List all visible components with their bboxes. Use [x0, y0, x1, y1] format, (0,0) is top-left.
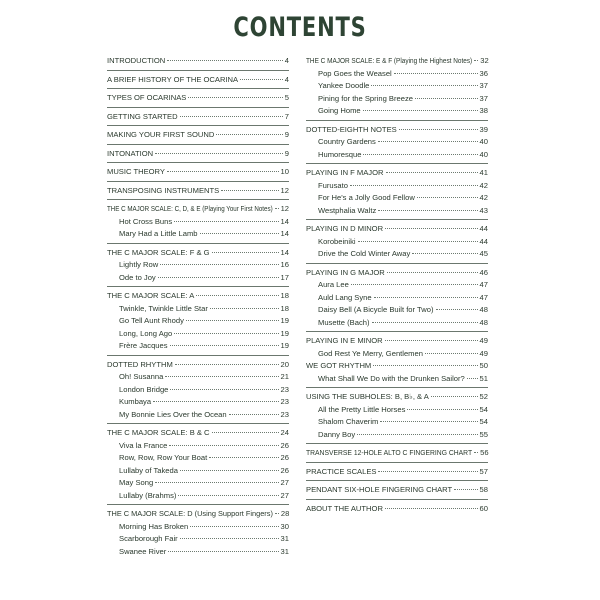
dot-leader [170, 389, 278, 390]
toc-section-entry[interactable] [107, 185, 289, 198]
toc-song-entry[interactable] [107, 340, 289, 353]
dot-leader [385, 228, 477, 229]
entry-title: God Rest Ye Merry, Gentlemen [318, 348, 423, 358]
toc-section-entry[interactable] [306, 466, 488, 479]
toc-song-entry[interactable] [306, 404, 488, 417]
entry-title: TYPES OF OCARINAS [107, 93, 187, 102]
entry-title: Westphalia Waltz [318, 205, 377, 215]
toc-song-entry[interactable] [306, 292, 488, 305]
entry-title: Twinkle, Twinkle Little Star [119, 303, 208, 313]
page-number: 56 [480, 448, 489, 457]
toc-song-entry[interactable] [107, 490, 289, 503]
entry-title: Yankee Doodle [318, 81, 370, 90]
section-divider [107, 243, 289, 244]
toc-song-entry[interactable] [306, 236, 488, 249]
section-divider [107, 70, 289, 71]
dot-leader [175, 364, 279, 365]
page-number: 23 [280, 397, 289, 406]
entry-title: INTONATION [107, 148, 154, 158]
section-divider [107, 88, 289, 89]
dot-leader [380, 421, 477, 422]
section-divider [306, 331, 488, 332]
page-number: 5 [284, 93, 289, 102]
toc-song-entry[interactable] [107, 303, 289, 316]
toc-section-entry[interactable] [306, 447, 488, 460]
dot-leader [212, 432, 279, 433]
entry-title: Auld Lang Syne [318, 292, 372, 302]
page-number: 30 [280, 521, 289, 531]
entry-title: DOTTED RHYTHM [107, 359, 173, 369]
page-number: 20 [280, 359, 289, 369]
entry-title: Swanee River [119, 546, 167, 556]
entry-title: ABOUT THE AUTHOR [306, 503, 383, 513]
toc-song-entry[interactable] [306, 304, 488, 317]
toc-song-entry[interactable] [107, 259, 289, 272]
dot-leader [221, 190, 278, 191]
page-number: 51 [479, 373, 488, 383]
entry-title: TRANSVERSE 12-HOLE ALTO C FINGERING CHART [306, 448, 473, 457]
dot-leader [357, 434, 477, 435]
dot-leader [178, 495, 278, 496]
section-divider [107, 423, 289, 424]
page-title: CONTENTS [233, 12, 367, 43]
entry-title: A BRIEF HISTORY OF THE OCARINA [107, 74, 239, 84]
toc-song-entry[interactable] [306, 429, 488, 442]
page-number: 41 [479, 168, 488, 177]
toc-section-entry[interactable] [306, 484, 488, 497]
page-number: 52 [479, 392, 488, 401]
page-number: 49 [479, 348, 488, 358]
entry-title: WE GOT RHYTHM [306, 361, 372, 370]
dot-leader [155, 482, 278, 483]
entry-title: Lullaby (Brahms) [119, 490, 177, 500]
entry-title: THE C MAJOR SCALE: F & G [107, 247, 210, 257]
entry-title: My Bonnie Lies Over the Ocean [119, 409, 227, 419]
section-divider [107, 107, 289, 108]
entry-title: THE C MAJOR SCALE: A [107, 291, 195, 300]
dot-leader [378, 210, 477, 211]
toc-song-entry[interactable] [107, 396, 289, 409]
dot-leader [216, 134, 282, 135]
section-divider [306, 120, 488, 121]
entry-title: Shalom Chaverim [318, 417, 379, 426]
entry-title: Furusato [318, 180, 348, 190]
dot-leader [358, 241, 478, 242]
page-number: 43 [479, 205, 488, 215]
entry-title: Long, Long Ago [119, 328, 173, 338]
dot-leader [180, 116, 283, 117]
entry-title: Go Tell Aunt Rhody [119, 316, 184, 325]
section-divider [306, 462, 488, 463]
entry-title: PLAYING IN G MAJOR [306, 267, 385, 277]
section-divider [107, 355, 289, 356]
dot-leader [371, 85, 477, 86]
entry-title: Frère Jacques [119, 341, 168, 350]
toc-song-entry[interactable] [306, 68, 488, 81]
dot-leader [425, 353, 478, 354]
page-number: 18 [280, 303, 289, 313]
dot-leader [417, 197, 478, 198]
entry-title: Pop Goes the Weasel [318, 68, 392, 78]
page-number: 26 [280, 453, 289, 462]
dot-leader [158, 277, 279, 278]
page-number: 26 [280, 465, 289, 475]
page-number: 42 [479, 193, 488, 202]
page-number: 60 [479, 503, 488, 513]
toc-song-entry[interactable] [107, 546, 289, 559]
dot-leader [385, 508, 478, 509]
page-number: 48 [479, 317, 488, 327]
page-number: 12 [280, 185, 289, 195]
dot-leader [386, 172, 478, 173]
toc-section-entry[interactable] [306, 223, 488, 236]
dot-leader [229, 414, 279, 415]
page-number: 31 [280, 546, 289, 556]
page-number: 45 [479, 249, 488, 258]
dot-leader [210, 308, 279, 309]
toc-song-entry[interactable] [306, 205, 488, 218]
dot-leader [363, 110, 478, 111]
toc-song-entry[interactable] [107, 521, 289, 534]
page-number: 58 [479, 485, 488, 494]
page-number: 48 [479, 305, 488, 314]
page-number: 47 [479, 280, 488, 289]
page-number: 4 [284, 74, 289, 84]
toc-song-entry[interactable] [306, 80, 488, 93]
toc-song-entry[interactable] [306, 93, 488, 106]
entry-title: THE C MAJOR SCALE: E & F (Playing the Highest Notes) [306, 56, 473, 65]
page-number: 40 [479, 149, 488, 159]
page-number: 14 [280, 229, 289, 238]
page-number: 54 [479, 404, 488, 414]
toc-section-entry[interactable] [107, 166, 289, 179]
section-divider [306, 263, 488, 264]
toc-section-entry[interactable] [107, 111, 289, 124]
toc-song-entry[interactable] [306, 192, 488, 205]
entry-title: THE C MAJOR SCALE: C, D, & E (Playing Your First Notes) [107, 204, 273, 213]
entry-title: PLAYING IN F MAJOR [306, 168, 384, 177]
toc-column-left [107, 55, 289, 558]
toc-section-entry[interactable] [107, 129, 289, 142]
entry-title: Lullaby of Takeda [119, 465, 178, 475]
dot-leader [190, 526, 278, 527]
section-divider [107, 199, 289, 200]
toc-song-entry[interactable] [306, 416, 488, 429]
entry-title: GETTING STARTED [107, 111, 178, 121]
dot-leader [196, 295, 278, 296]
page-number: 12 [280, 204, 290, 213]
page-number: 37 [479, 81, 488, 90]
toc-section-entry[interactable] [107, 359, 289, 372]
dot-leader [186, 320, 279, 321]
section-divider [107, 162, 289, 163]
toc-section-entry[interactable] [306, 391, 488, 404]
section-divider [306, 443, 488, 444]
page-number: 16 [280, 260, 289, 269]
dot-leader [170, 345, 279, 346]
entry-title: MUSIC THEORY [107, 167, 165, 176]
dot-leader [167, 171, 279, 172]
toc-song-entry[interactable] [306, 248, 488, 261]
entry-title: London Bridge [119, 384, 169, 394]
entry-title: Hot Cross Buns [119, 216, 173, 226]
toc-section-entry[interactable] [306, 503, 488, 516]
section-divider [107, 181, 289, 182]
toc-section-entry[interactable] [107, 290, 289, 303]
dot-leader [385, 340, 478, 341]
page-number: 21 [280, 372, 289, 381]
page-number: 44 [479, 236, 488, 246]
entry-title: Viva la France [119, 440, 168, 450]
toc-song-entry[interactable] [107, 272, 289, 285]
toc-section-entry[interactable] [107, 203, 289, 216]
page-number: 28 [280, 509, 290, 518]
page-number: 4 [284, 56, 289, 65]
toc-song-entry[interactable] [306, 136, 488, 149]
entry-title: MAKING YOUR FIRST SOUND [107, 130, 215, 139]
entry-title: Oh! Susanna [119, 372, 164, 381]
dot-leader [275, 513, 279, 514]
toc-song-entry[interactable] [306, 317, 488, 330]
dot-leader [467, 378, 478, 379]
page-number: 49 [479, 336, 488, 345]
dot-leader [394, 73, 478, 74]
dot-leader [165, 376, 278, 377]
dot-leader [363, 154, 477, 155]
entry-title: Ode to Joy [119, 272, 156, 282]
toc-song-entry[interactable] [107, 452, 289, 465]
dot-leader [180, 470, 279, 471]
page-number: 23 [280, 384, 289, 394]
page-number: 19 [280, 316, 289, 325]
entry-title: Pining for the Spring Breeze [318, 93, 413, 103]
entry-title: Danny Boy [318, 429, 356, 439]
page-number: 37 [479, 93, 488, 103]
entry-title: Daisy Bell (A Bicycle Built for Two) [318, 305, 434, 314]
entry-title: Humoresque [318, 149, 362, 159]
toc-song-entry[interactable] [107, 440, 289, 453]
entry-title: PENDANT SIX-HOLE FINGERING CHART [306, 485, 453, 494]
dot-leader [212, 252, 279, 253]
page-number: 42 [479, 180, 488, 190]
entry-title: THE C MAJOR SCALE: B & C [107, 428, 210, 437]
toc-song-entry[interactable] [306, 149, 488, 162]
entry-title: THE C MAJOR SCALE: D (Using Support Fingers) [107, 509, 273, 518]
page-number: 54 [479, 417, 488, 426]
dot-leader [155, 153, 283, 154]
page-number: 14 [280, 247, 289, 257]
entry-title: Country Gardens [318, 137, 376, 146]
page-number: 23 [280, 409, 289, 419]
dot-leader [431, 396, 478, 397]
dot-leader [153, 401, 278, 402]
toc-song-entry[interactable] [107, 465, 289, 478]
toc-section-entry[interactable] [107, 74, 289, 87]
page-number: 57 [479, 466, 488, 476]
entry-title: Morning Has Broken [119, 521, 189, 531]
dot-leader [436, 309, 478, 310]
dot-leader [174, 333, 278, 334]
entry-title: What Shall We Do with the Drunken Sailor? [318, 373, 465, 383]
toc-song-entry[interactable] [306, 105, 488, 118]
entry-title: Drive the Cold Winter Away [318, 249, 411, 258]
toc-song-entry[interactable] [107, 409, 289, 422]
dot-leader [415, 98, 478, 99]
dot-leader [378, 471, 477, 472]
dot-leader [399, 129, 478, 130]
dot-leader [188, 97, 282, 98]
entry-title: INTRODUCTION [107, 56, 166, 65]
toc-song-entry[interactable] [306, 348, 488, 361]
toc-column-right [306, 55, 488, 515]
toc-section-entry[interactable] [306, 55, 488, 68]
toc-section-entry[interactable] [306, 335, 488, 348]
dot-leader [387, 272, 478, 273]
toc-song-entry[interactable] [107, 216, 289, 229]
dot-leader [350, 185, 478, 186]
entry-title: PLAYING IN E MINOR [306, 336, 383, 345]
page-number: 26 [280, 440, 289, 450]
toc-section-entry[interactable] [107, 247, 289, 260]
page-number: 9 [284, 130, 289, 139]
page-number: 7 [284, 111, 289, 121]
page-number: 19 [280, 341, 289, 350]
page-number: 14 [280, 216, 289, 226]
entry-title: USING THE SUBHOLES: B, B♭, & A [306, 392, 429, 401]
page-number: 36 [479, 68, 488, 78]
dot-leader [351, 284, 478, 285]
entry-title: PRACTICE SCALES [306, 466, 377, 476]
toc-section-entry[interactable] [306, 124, 488, 137]
section-divider [306, 219, 488, 220]
dot-leader [374, 297, 478, 298]
toc-section-entry[interactable] [107, 55, 289, 68]
entry-title: Aura Lee [318, 280, 349, 289]
section-divider [107, 144, 289, 145]
entry-title: Musette (Bach) [318, 317, 370, 327]
page-number: 44 [479, 224, 488, 233]
page-number: 55 [479, 429, 488, 439]
page-number: 24 [280, 428, 289, 437]
toc-song-entry[interactable] [107, 315, 289, 328]
page-number: 27 [280, 490, 289, 500]
dot-leader [407, 409, 477, 410]
dot-leader [474, 60, 478, 61]
entry-title: May Song [119, 478, 154, 487]
page-number: 32 [480, 56, 489, 65]
toc-section-entry[interactable] [306, 167, 488, 180]
toc-song-entry[interactable] [306, 180, 488, 193]
dot-leader [180, 538, 279, 539]
page-number: 39 [479, 124, 488, 134]
page-number: 19 [280, 328, 289, 338]
dot-leader [240, 79, 283, 80]
dot-leader [160, 264, 278, 265]
toc-song-entry[interactable] [306, 373, 488, 386]
dot-leader [454, 489, 477, 490]
entry-title: All the Pretty Little Horses [318, 404, 406, 414]
section-divider [306, 480, 488, 481]
toc-song-entry[interactable] [107, 384, 289, 397]
section-divider [107, 125, 289, 126]
page-number: 9 [284, 148, 289, 158]
dot-leader [373, 365, 477, 366]
toc-song-entry[interactable] [107, 533, 289, 546]
page-number: 46 [479, 267, 488, 277]
page-number: 18 [280, 291, 289, 300]
page-number: 27 [280, 478, 289, 487]
page-number: 50 [479, 361, 488, 370]
dot-leader [200, 233, 279, 234]
section-divider [306, 499, 488, 500]
entry-title: Mary Had a Little Lamb [119, 229, 198, 238]
page-number: 17 [280, 272, 289, 282]
toc-section-entry[interactable] [107, 148, 289, 161]
entry-title: Korobeiniki [318, 236, 356, 246]
dot-leader [167, 60, 283, 61]
page-number: 38 [479, 106, 488, 115]
toc-section-entry[interactable] [306, 267, 488, 280]
dot-leader [174, 221, 278, 222]
section-divider [107, 504, 289, 505]
section-divider [306, 387, 488, 388]
entry-title: For He's a Jolly Good Fellow [318, 193, 415, 202]
dot-leader [168, 551, 278, 552]
toc-song-entry[interactable] [107, 371, 289, 384]
entry-title: Lightly Row [119, 260, 159, 269]
dot-leader [378, 141, 478, 142]
dot-leader [209, 457, 278, 458]
entry-title: DOTTED-EIGHTH NOTES [306, 124, 397, 134]
entry-title: Going Home [318, 106, 361, 115]
entry-title: Row, Row, Row Your Boat [119, 453, 208, 462]
entry-title: Scarborough Fair [119, 534, 178, 543]
section-divider [306, 163, 488, 164]
toc-section-entry[interactable] [107, 92, 289, 105]
dot-leader [169, 445, 278, 446]
toc-section-entry[interactable] [107, 427, 289, 440]
toc-section-entry[interactable] [107, 508, 289, 521]
toc-song-entry[interactable] [107, 228, 289, 241]
page-number: 10 [280, 167, 289, 176]
toc-section-entry[interactable] [306, 360, 488, 373]
toc-song-entry[interactable] [306, 279, 488, 292]
toc-song-entry[interactable] [107, 477, 289, 490]
dot-leader [474, 452, 478, 453]
entry-title: Kumbaya [119, 397, 152, 406]
section-divider [107, 286, 289, 287]
dot-leader [275, 208, 279, 209]
page-number: 31 [280, 534, 289, 543]
dot-leader [412, 253, 477, 254]
dot-leader [372, 322, 478, 323]
page-number: 40 [479, 137, 488, 146]
entry-title: PLAYING IN D MINOR [306, 224, 384, 233]
entry-title: TRANSPOSING INSTRUMENTS [107, 185, 220, 195]
toc-song-entry[interactable] [107, 328, 289, 341]
page-number: 47 [479, 292, 488, 302]
